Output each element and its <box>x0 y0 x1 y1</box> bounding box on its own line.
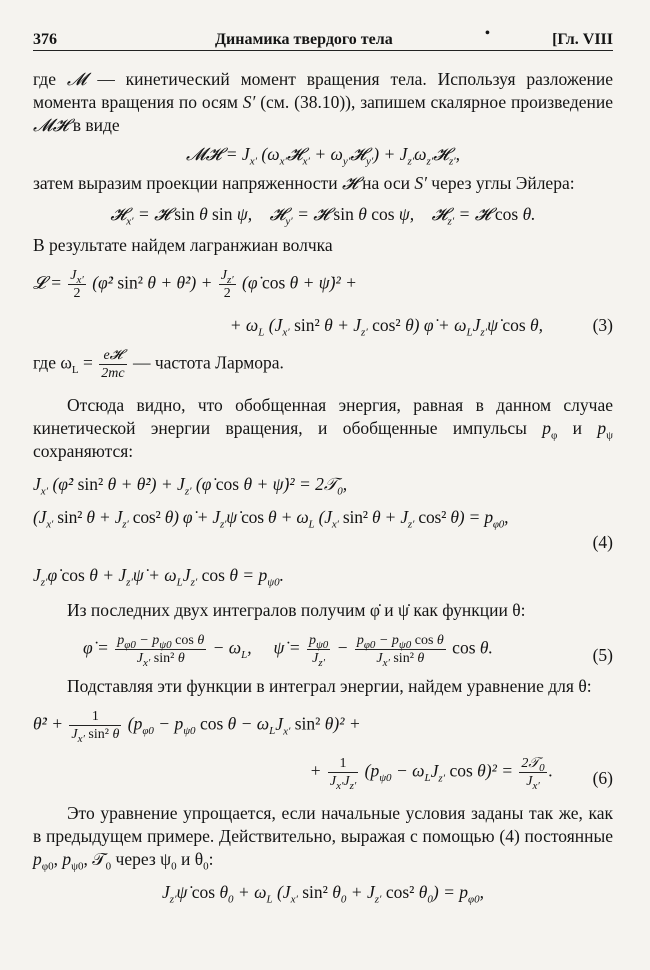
equation-5: φ̇ = $\frac{p_{\varphi 0} - p_{\psi 0} \cos \theta}{J_{x'} \sin^2 \theta}$ − $\omega_L$, ψ̇ = $\frac{p_{\psi 0}}{J_{z'}}$ − $\frac{p_{\varphi 0} - p_{\psi 0} \cos \theta}{J_{x'} \sin^2 \theta}$ cos θ. <box>83 633 493 669</box>
equation-3-number: (3) <box>592 315 613 335</box>
equation-4-number: (4) <box>592 532 613 552</box>
paragraph-3: В результате найдем лагранжиан волчка <box>33 235 333 255</box>
paragraph-2: затем выразим проекции напряженности 𝓗 на оси S′ через углы Эйлера: <box>33 173 575 193</box>
equation-6-number: (6) <box>592 768 613 788</box>
equation-3-line-1: 𝓛 = $\frac{J_{x'}}{2}$ (φ̇² sin² θ + θ̇²) + $\frac{J_{z'}}{2}$ (φ̇ cos θ + ψ̇)² + <box>33 268 357 301</box>
page-number: 376 <box>33 31 57 48</box>
ink-dot: • <box>485 26 490 41</box>
equation-4-line-2: ($J_{x'}$ sin² $\theta + J_{z'}$ cos² θ) φ̇ + $J_{z'}\psi̇$ $\cos \theta + \omega_L$ ($J_{x'}$ sin² $\theta + J_{z'}$ cos² $\theta) = p_{\varphi 0}$, <box>33 507 509 531</box>
equation-last: $J_{z'}\psi̇$ $\cos \theta_0 + \omega_L$ ($J_{x'}$ sin² $\theta_0 + J_{z'}$ cos² $\theta_0) = p_{\varphi 0}$, <box>162 882 484 906</box>
equation-6-line-2-row <box>33 755 613 790</box>
equation-5-number: (5) <box>592 645 613 665</box>
equation-5-row <box>33 632 613 667</box>
book-page <box>33 22 613 904</box>
paragraph-8: Это уравнение упрощается, если начальные условия заданы так же, как в предыдущем примере. Действительно, выражая с помощью (4) постоянные $p_{\varphi 0}$, $p_{\psi 0}$, 𝒯$_0$ через $\psi_0$ и $\theta_0$: <box>33 803 613 873</box>
paragraph-5: Отсюда видно, что обобщенная энергия, равная в данном случае кинетической энергии вращения, и обобщенные импульсы $p_\varphi$ и $p_\psi$ сохраняются: <box>33 395 613 461</box>
equation-4-line-1: $J_{x'}$ (φ̇² sin² θ + θ̇²) + $J_{z'}$ (φ̇ cos θ + ψ̇)² = 2𝒯$_0$, <box>33 474 348 498</box>
equation-4-line-3: $J_{z'}\varphi̇$ $\cos \theta + J_{z'}\psi̇ + \omega_LJ_{z'}$ $\cos \theta = p_{\psi 0}$. <box>33 565 284 589</box>
chapter-label: [Гл. VIII <box>552 31 613 48</box>
equation-H-projections: 𝓗$_{x'}$ = 𝓗 sin θ sin ψ, 𝓗$_{y'}$ = 𝓗 sin θ cos ψ, 𝓗$_{z'}$ = 𝓗 cos θ. <box>110 204 536 228</box>
header-rule <box>33 50 613 51</box>
equation-6-line-1: θ̇² + $\frac{1}{J_{x'} \sin^2 \theta}$ ($p_{\varphi 0} - p_{\psi 0}$ $\cos \theta - \omega_LJ_{x'}$ sin² θ)² + <box>33 709 361 745</box>
running-title: Динамика твердого тела <box>215 31 393 48</box>
page-header <box>33 22 613 48</box>
equation-MH: 𝓜𝓗 = $J_{x'}$ ($\omega_{x'}𝓗_{x'}$ + $\omega_{y'}𝓗_{y'}$) + $J_{z'}\omega_{z'}𝓗_{z'}$, <box>185 144 461 168</box>
equation-3-line-2-row <box>33 314 613 337</box>
paragraph-1: где 𝓜 — кинетический момент вращения тела. Используя разложение момента вращения по осям S′ (см. (38.10)), запишем скалярное произведение 𝓜𝓗 в виде <box>33 69 613 135</box>
paragraph-6: Из последних двух интегралов получим φ̇ и ψ̇ как функции θ: <box>67 600 526 620</box>
equation-3-line-2: + $\omega_L$ ($J_{x'}$ sin² $\theta + J_{z'}$ cos² θ) φ̇ + $\omega_LJ_{z'}\psi̇$ cos θ, <box>229 315 543 339</box>
equation-6-line-2: + $\frac{1}{J_{x'}J_{z'}}$ ($p_{\psi 0} - \omega_LJ_{z'}$ cos θ)² = 2𝒯$_0$ $J_{x'}$ . <box>309 756 553 792</box>
paragraph-4: где $\omega_L$ = e𝓗 2mc — частота Лармора. <box>33 348 284 381</box>
paragraph-7: Подставляя эти функции в интеграл энергии, найдем уравнение для θ: <box>67 676 592 696</box>
